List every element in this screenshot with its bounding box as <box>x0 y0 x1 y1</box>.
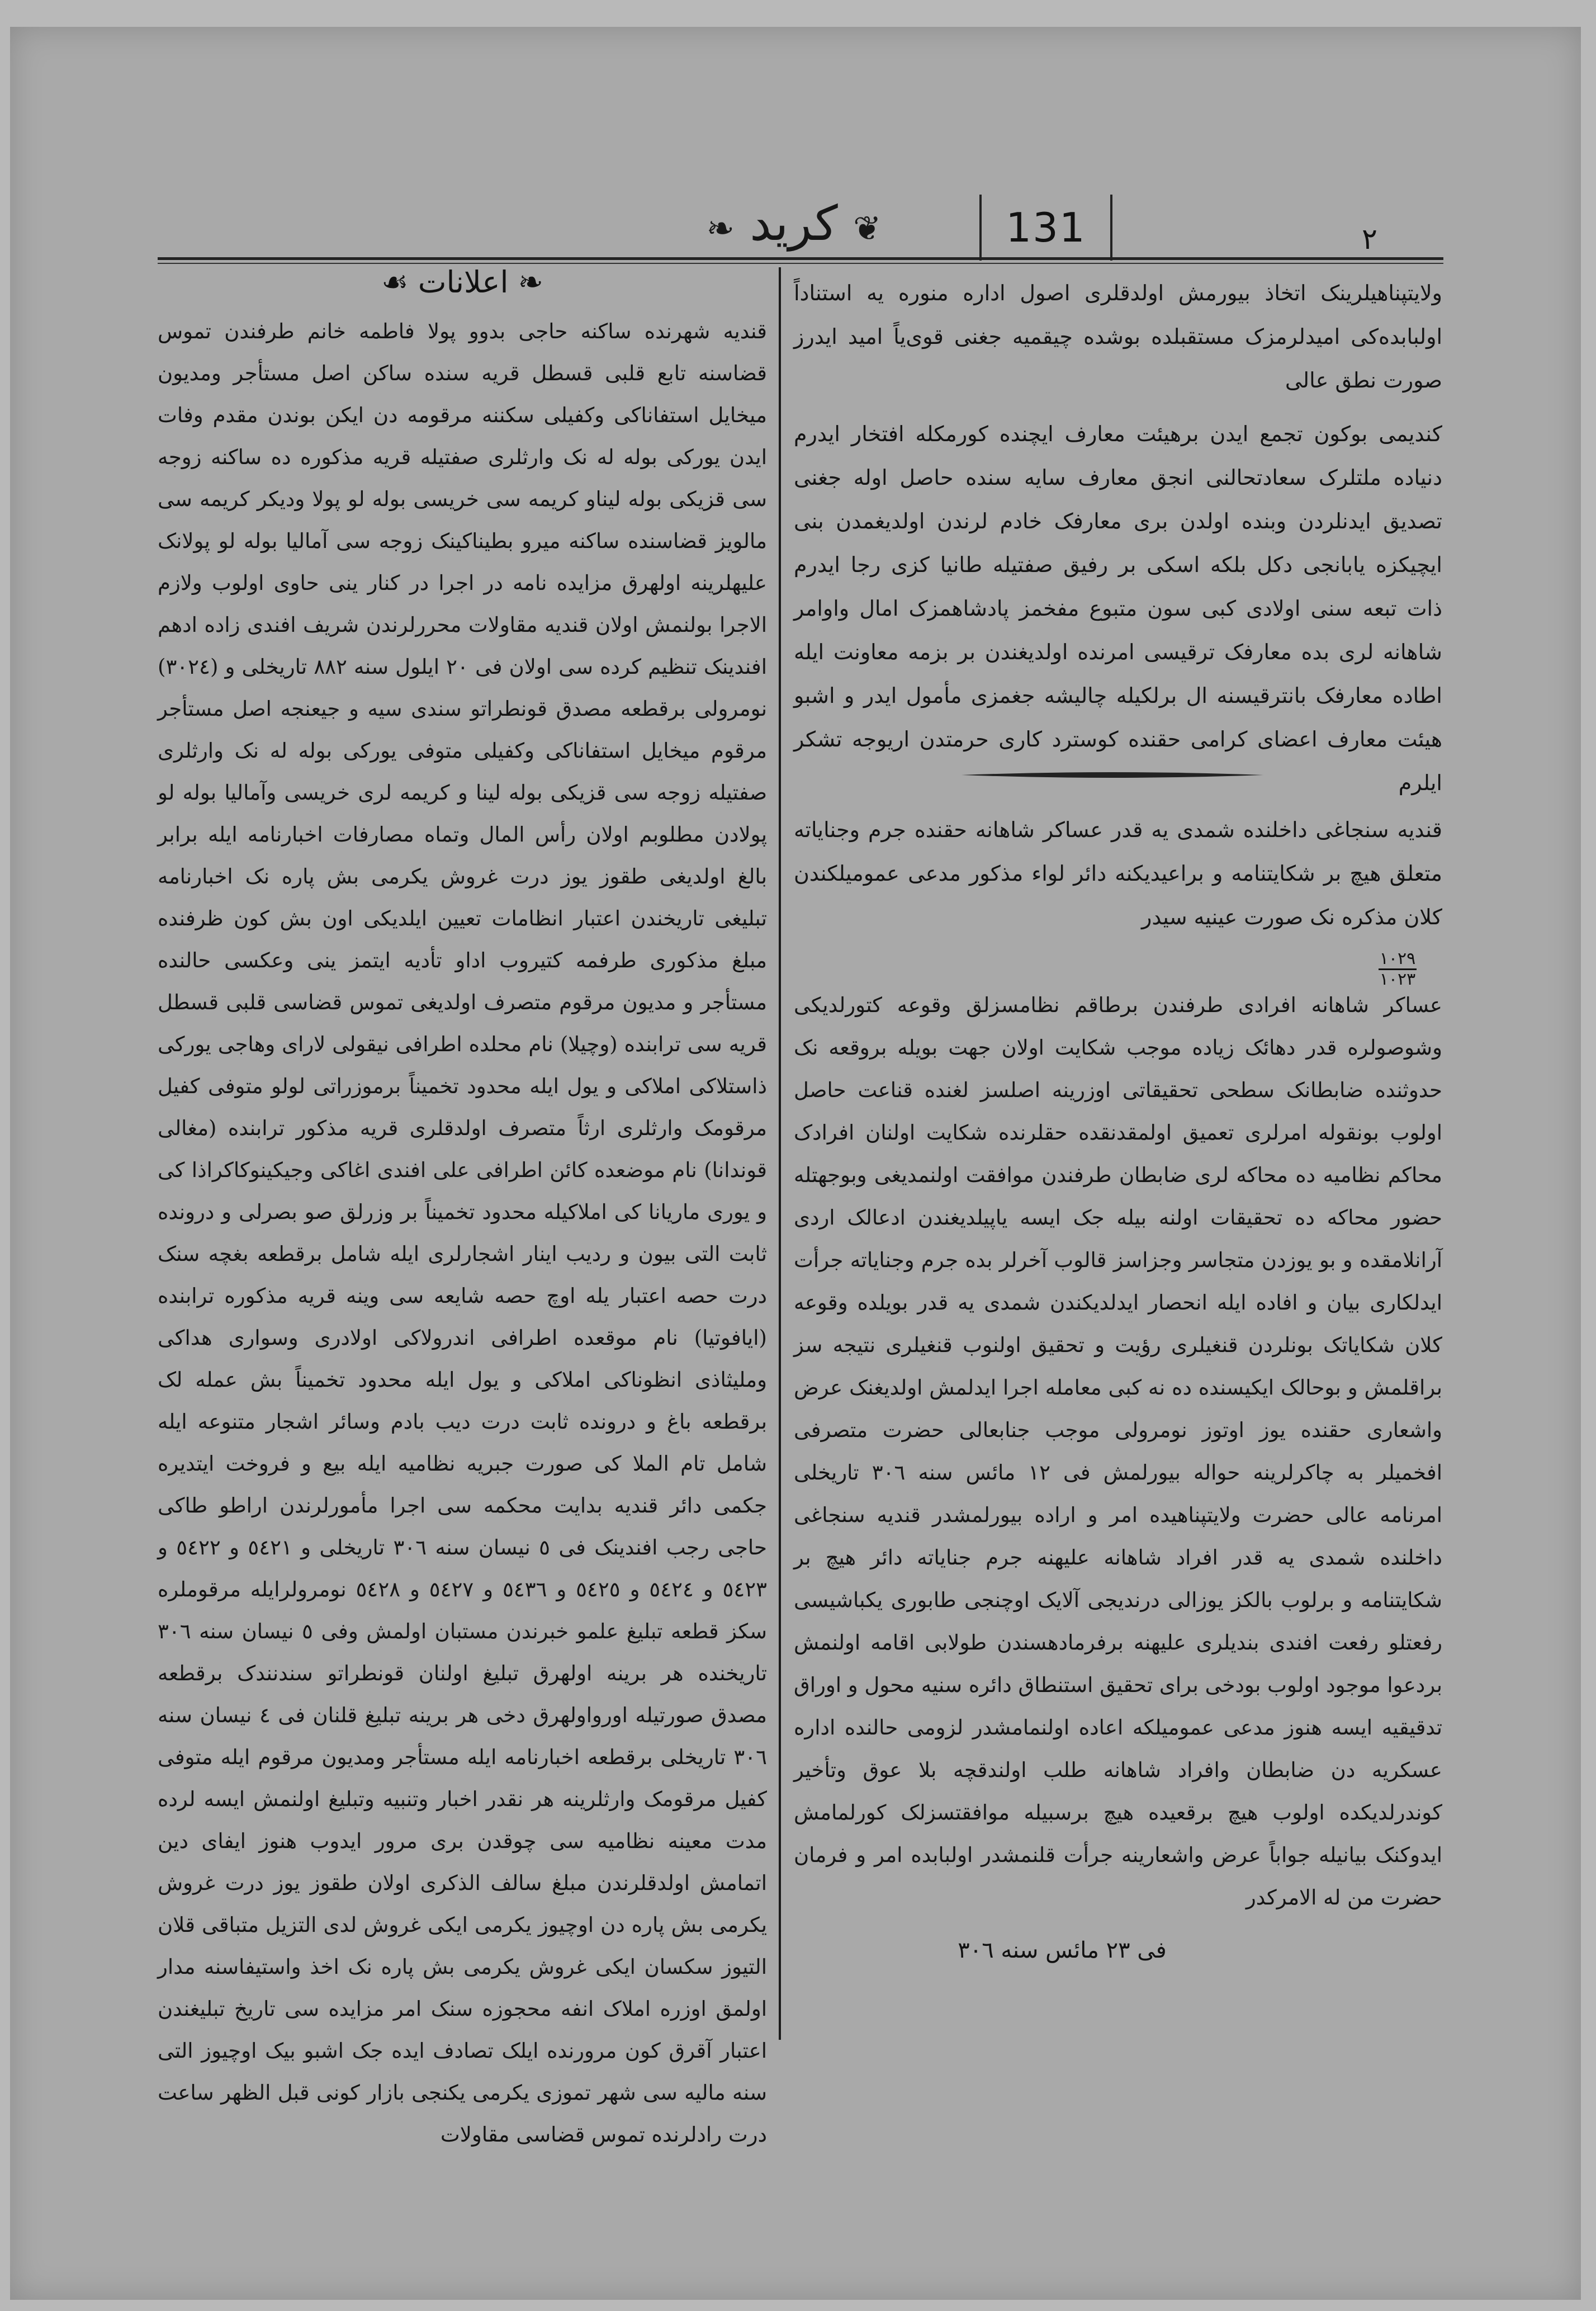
section-title-announcements: ❧ اعلانات ☙ <box>381 264 543 300</box>
speech-main-paragraph: کندیمی بوکون تجمع ایدن برهیئت معارف ایچنده کورمکله افتخار ایدرم دنیاده ملتلرک سعادتحالنی انجق معارف سایه سنده حاصل اوله جغنی تصدیق ایدنلردن وبنده اولدن بری معارفک خادم لرندن اولدیغمدن بنی ایچیکزه یابانجی دکل بلکه اسکی بر رفیق صفتیله طانیا کزی رجا ایدرم ذات تبعه سنی اولادی کبی سون متبوع مفخمز پادشاهمزک امال واوامر شاهانه لری بده معارفک ترقیسی امرنده اولدیغندن بر بزمه معاونت ایله اطاده معارفک بانترقیسنه ال برلکیله چالیشه جغمزی مأمول ایدر و اشبو هیئت معارف اعضای کرامی حقنده کوسترد کاری حرمتدن اریوجه تشکر ایلرم <box>794 422 1442 795</box>
handwritten-page-number: 131 <box>1006 204 1086 251</box>
report-body-text: عساکر شاهانه افرادی طرفندن برطاقم نظامسزلق وقوعه کتورلدیکی وشوصولره قدر دهائک زیاده موجب شکایت اولان جهت بویله بروقعه نک حدوثنده ضابطانک سطحی تحقیقاتی اوزرینه اصلسز لغنده قناعت حاصل اولوب بونقوله امرلری تعمیق اولمقدنقده حقلرنده شکایت اولنان افرادک محاکم نظامیه ده محاکه لری ضابطان طرفندن موافقت اولنمدیغی وبوجهتله حضور محاکه ده تحقیقات اولنه بیله جک ایسه یاپیلدیغندن ادعالک اردی آرانلامقده و بو یوزدن متجاسر وجزاسز قالوب آخرلر بده جرم وجنایاته جرأت ایدلکاری بیان و افاده ایله انحصار ایدلدیکندن شمدی یه قدر بویلده وقوعه کلان شکایاتک بونلردن قنغیلری رؤیت و تحقیق اولنوب قنغیلری نتیجه سز براقلمش و بوحالک ایکیسنده ده نه کبی معامله اجرا ایدلمش اولدیغنک عرض واشعاری حقنده یوز اوتوز نومرولی موجب جنابعالی حضرت متصرفی افخمیلر به چاکرلرینه حواله بیورلمش فی ١٢ مائس سنه ٣٠٦ تاریخلی امرنامه عالی حضرت ولایتپناهیده امر و اراده بیورلمشدر قندیه سنجاغی داخلنده شمدی یه قدر افراد شاهانه علیهنه جرم جنایاته دائر هیچ بر شکایتنامه و برلوب بالکز یوزالی درندیجی آلایک اوچنجی طابوری یکباشیسی رفعتلو رفعت افندی بندیلری علیهنه برفرمادهسندن طولابی اقامه اولنمش بردعوا موجود اولوب بودخی برای تحقیق استنطاق دائره سنیه محول و اوراق تدقیقیه ایسه هنوز مدعی عمومیلکه اعاده اولنمامشدر لزومی حالنده اداره عسکریه دن ضابطان وافراد شاهانه طلب اولندقچه بلا عوق وتأخیر کوندرلدیکده اولوب هیچ برقعیده هیچ برسبیله موافقتسزلک کورلمامش ایدوکنک بیانیله جواباً عرض واشعارینه جرأت قلنمشدر اولبابده امر و فرمان حضرت من له الامرکدر <box>794 993 1442 1910</box>
title-ornament-left-icon: ☙ <box>381 264 418 300</box>
masthead-title: کرید <box>750 196 838 252</box>
ornament-left-icon: ❦ <box>853 209 882 248</box>
section-divider-ornament <box>962 771 1263 779</box>
header-rule <box>158 257 1443 260</box>
document-number-bottom: ١٠٢٣ <box>1379 970 1416 989</box>
column-divider <box>779 267 781 2040</box>
document-number <box>1375 951 1420 988</box>
announcement-block <box>794 808 1442 942</box>
announcement-text: قندیه سنجاغی داخلنده شمدی یه قدر عساکر شاهانه حقنده جرم وجنایاته متعلق هیچ بر شکایتنامه و براعیدیکنه دائر لواء مذکور مدعی عمومیلکندن کلان مذکره نک صورت عینیه سیدر <box>794 817 1442 929</box>
speech-intro-paragraph: ولایتپناهیلرینک اتخاذ بیورمش اولدقلری اصول اداره منوره یه استناداً اولبابده‌کی امیدلرمزک مستقبلده بوشده چیقمیه جغنی قوی‌یاً امید ایدرز صورت نطق عالی <box>794 281 1442 393</box>
right-column-body <box>794 984 1442 1935</box>
printed-page-number: ٢ <box>1362 223 1377 256</box>
ornament-right-icon: ❧ <box>706 209 735 248</box>
auction-notice-text: قندیه شهرنده ساکنه حاجی بدوو پولا فاطمه خانم طرفندن تموس قضاسنه تابع قلبی قسطل قریه سنده ساکن اصل مستأجر ومدیون میخایل استفاناکی وکفیلی سکننه مرقومه دن ایکن بوندن مقدم وفات ایدن یورکی بوله له نک وارثلری صفتیله قریه مذکوره ده ساکنه زوجه سی قزیکی بوله لیناو کریمه سی خریسی بوله لو پولا ودیکر کریمه سی مالویز قضاسنده ساکنه میرو بطیناکینک زوجه سی آمالیا بوله لو پولانک علیهلرینه اولهرق مزایده نامه در اجرا در کنار ینی حاوی اولوب ولازم الاجرا بولنمش اولان قندیه مقاولات محررلرندن شریف افندی زاده ادهم افندینک تنظیم کرده سی اولان فی ٢٠ ایلول سنه ٨٨٢ تاریخلی و (٣٠٢٤) نومرولی برقطعه مصدق قونطراتو سندی سیه و جیعنجه اصل مستأجر مرقوم میخایل استفاناکی وکفیلی متوفی یورکی بوله له نک وارثلری صفتیله زوجه سی قزیکی بوله لینا و کریمه لری خریسی وآمالیا بوله لو پولادن مطلوبم اولان رأس المال وتماه مصارفات اخبارنامه ایله برابر بالغ اولدیغی طقوز یوز درت غروش یکرمی بش پاره نک اخبارنامه تبلیغی تاریخندن اعتبار انظامات تعیین ایلدیکی اون بش کون ظرفنده مبلغ مذکوری طرفمه کتیروب اداو تأدیه ایتمز ینی وعکسی حالنده مستأجر و مدیون مرقوم متصرف اولدیغی تموس قضاسی قلبی قسطل قریه سی ترابنده (وچیلا) نام محلده اطرافی نیقولی لارای وهاجی یورکی ذاستلاکی املاکی و یول ایله محدود تخمیناً برموزراتی لولو متوفی کفیل مرقومک وارثلری ارثاً متصرف اولدقلری قریه مذکور ترابنده (مغالی قوندانا) نام موضعده کائن اطرافی علی افندی اغاکی وجیکینوکاکراذا کی و یوری ماریانا کی املاکیله محدود تخمیناً بر وزرلق صو بصرلی و درونده ثابت التی بیون و ردیب اینار اشجارلری ایله شامل برقطعه بغچه سنک درت حصه اعتبار یله اوچ حصه شایعه سی وینه قریه مذکوره ترابنده (ایافوتیا) نام موقعده اطرافی اندرولاکی اولادری وسواری هداکی وملیثاذی انظوناکی املاکی و یول ایله محدود تخمیناً بش عمله لک برقطعه باغ و درونده ثابت درت دیب بادم وسائر اشجار متنوعه ایله شامل تام الملا کی صورت جبریه نظامیه ایله بیع و فروخت ایتدیره جکمی دائر قندیه بدایت محکمه سی اجرا مأمورلرندن اراطو طاکی حاجی رجب افندینک فی ٥ نیسان سنه ٣٠٦ تاریخلی و ٥٤٢١ و ٥٤٢٢ و ٥٤٢٣ و ٥٤٢٤ و ٥٤٢٥ و ٥٤٣٦ و ٥٤٢٧ و ٥٤٢٨ نومرولرایله مرقوملره سکز قطعه تبلیغ علمو خبرندن مستبان اولمش وفی ٥ نیسان سنه ٣٠٦ تاریخنده هر برینه اولهرق تبلیغ اولنان قونطراتو سندنندک برقطعه مصدق صورتیله اورواولهرق دخی هر برینه تبلیغ قلنان فی ٤ نیسان سنه ٣٠٦ تاریخلی برقطعه اخبارنامه ایله مستأجر ومدیون مرقوم ایله متوفی کفیل مرقومک وارثلرینه هر نقدر اخبار وتنبیه وتبلیغ اولنمش ایسه لرده مدت معینه نظامیه سی چوقدن بری مرور ایدوب هنوز ایفای دین اتمامش اولدقلرندن مبلغ سالف الذکری اولان طقوز یوز درت غروش یکرمی بش پاره دن اوچیوز یکرمی ایکی غروش لدی التزیل متباقی قلان التیوز سکسان ایکی غروش یکرمی بش پاره نک اخذ واستیفاسنه مدار اولمق اوزره املاک انفه محجوزه سنک امر مزایده سی تاریخ تبلیغندن اعتبار آقرق کون مرورنده ایلک تصادف ایده جک اشبو بیک اوچیوز التی سنه مالیه سی شهر تموزی یکرمی یکنجی بازار کونی قبل الظهر ساعت درت رادلرنده تموس قضاسی مقاولات <box>158 319 768 2147</box>
title-ornament-right-icon: ❧ <box>508 264 543 300</box>
page-number-box <box>979 195 1112 261</box>
right-column-top <box>794 271 1442 795</box>
document-number-top: ١٠٢٩ <box>1379 949 1416 968</box>
closing-date: فی ٢٣ مائس سنه ٣٠٦ <box>958 1937 1167 1963</box>
left-column-body <box>158 310 768 2147</box>
masthead <box>648 193 939 254</box>
